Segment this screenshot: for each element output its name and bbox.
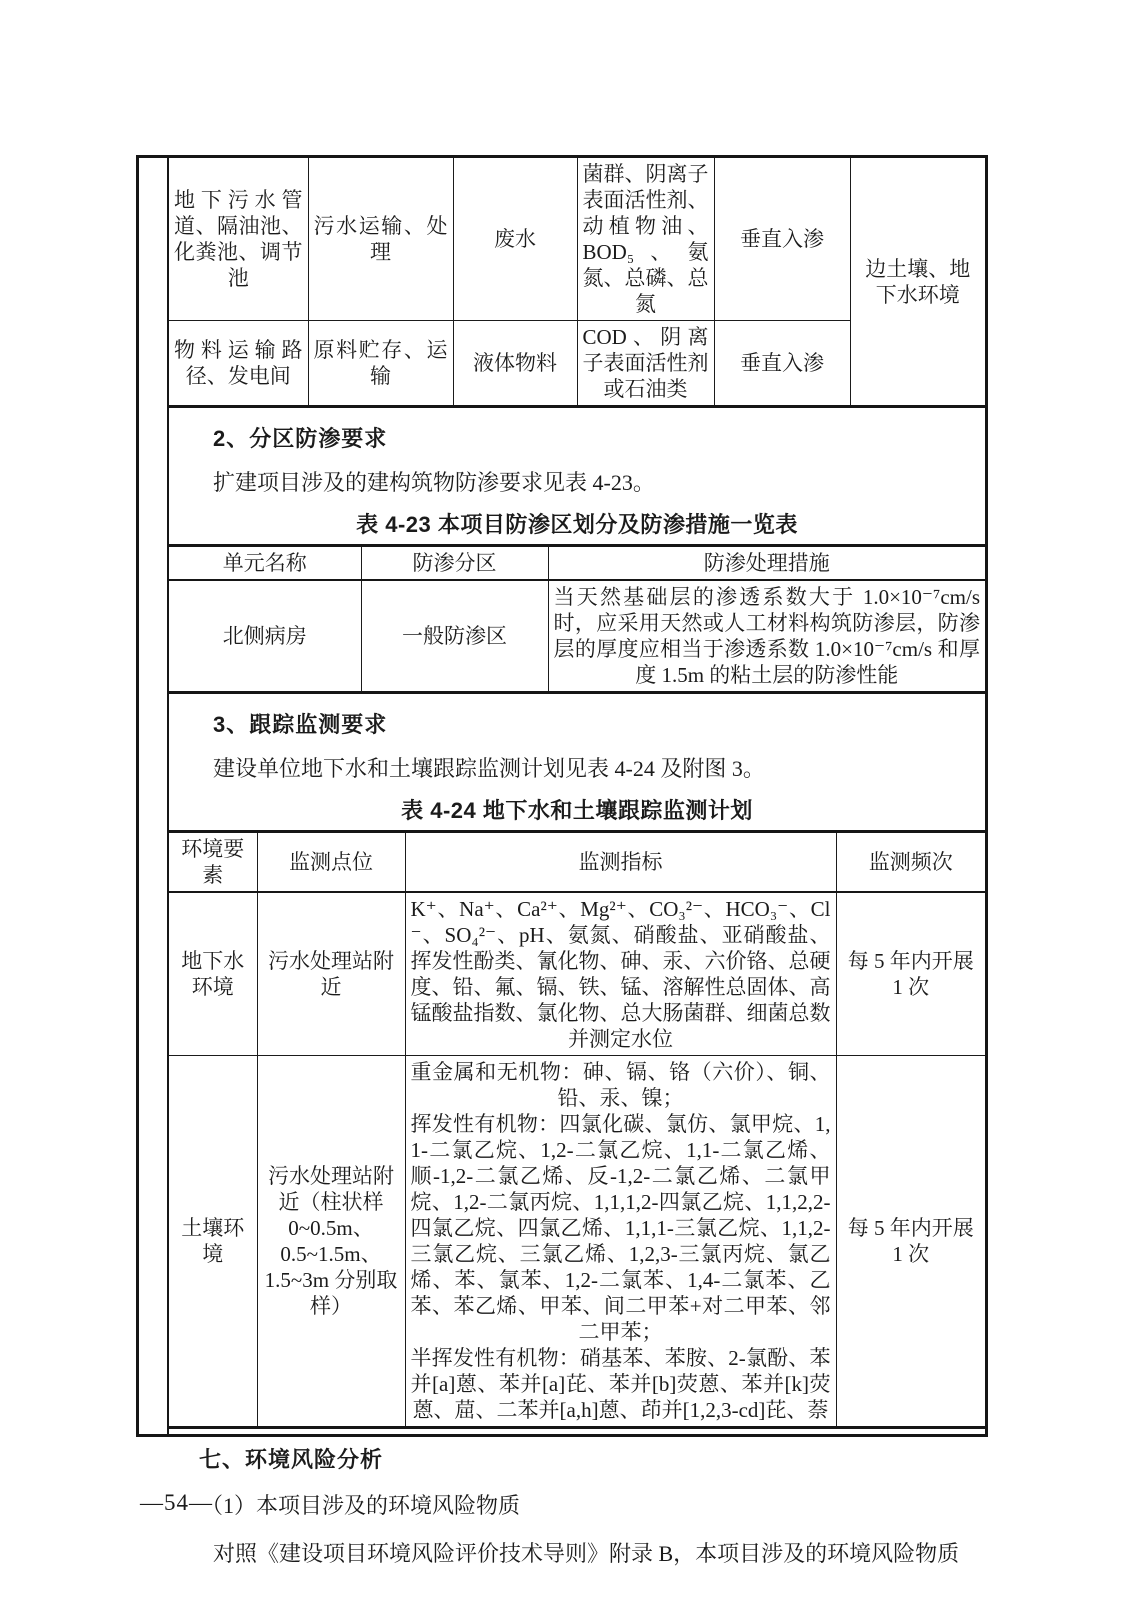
- header-cell: 环境要素: [169, 832, 257, 893]
- frequency-cell: 每 5 年内开展 1 次: [836, 892, 985, 1056]
- section-heading: 2、分区防渗要求: [213, 426, 388, 451]
- frequency-cell: 每 5 年内开展 1 次: [836, 1056, 985, 1428]
- point-cell: 污水处理站附近（柱状样 0~0.5m、0.5~1.5m、1.5~3m 分别取样）: [257, 1056, 405, 1428]
- table-header-row: [169, 832, 985, 893]
- header-cell: 单元名称: [169, 546, 361, 581]
- table-row: [169, 580, 985, 693]
- element-cell: 地下水环境: [169, 892, 257, 1056]
- medium-cell: 液体物料: [453, 321, 577, 407]
- table-row: [169, 1056, 985, 1428]
- process-cell: 污水运输、处理: [308, 158, 453, 321]
- indicator-group: K⁺、Na⁺、Ca²⁺、Mg²⁺、CO₃²⁻、HCO₃⁻、Cl⁻、SO₄²⁻、pH、氨氮、硝酸盐、亚硝酸盐、挥发性酚类、氰化物、砷、汞、六价铬、总硬度、铅、氟、镉、铁、锰、溶解性总固体、高锰酸盐指数、氯化物、总大肠菌群、细菌总数并测定水位: [410, 897, 831, 1051]
- seepage-zoning-table: [169, 544, 985, 694]
- monitoring-section: [169, 694, 985, 830]
- unit-cell: 物料运输路径、发电间: [169, 321, 308, 407]
- section-paragraph: 扩建项目涉及的建构筑物防渗要求见表 4-23。: [213, 470, 655, 495]
- section-paragraph: 建设单位地下水和土壤跟踪监测计划见表 4-24 及附图 3。: [213, 756, 765, 781]
- table-header-row: [169, 546, 985, 581]
- medium-cell: 废水: [453, 158, 577, 321]
- unit-cell: 北侧病房: [169, 580, 361, 693]
- table-title: 表 4-23 本项目防渗区划分及防渗措施一览表: [356, 512, 798, 537]
- indicators-cell: [405, 1056, 836, 1428]
- header-cell: 监测指标: [405, 832, 836, 893]
- section-heading: 七、环境风险分析: [199, 1447, 384, 1472]
- unit-cell: 地下污水管道、隔油池、化粪池、调节池: [169, 158, 308, 321]
- section-paragraph: （1）本项目涉及的环境风险物质: [201, 1493, 521, 1518]
- measures-text: 当天然基础层的渗透系数大于 1.0×10⁻⁷cm/s 时，应采用天然或人工材料构筑防渗层，防渗层的厚度应相当于渗透系数 1.0×10⁻⁷cm/s 和厚度 1.5m 的粘土层的防渗性能: [553, 585, 980, 687]
- factors-cell: 菌群、阴离子表面活性剂、动植物油、BOD₅、氨氮、总磷、总氮: [577, 158, 714, 321]
- pathway-cell: 垂直入渗: [714, 158, 850, 321]
- receptor-cell: 边土壤、地下水环境: [850, 158, 985, 407]
- section-paragraph: 对照《建设项目环境风险评价技术导则》附录 B，本项目涉及的环境风险物质: [213, 1541, 960, 1566]
- pollution-pathway-table: [169, 158, 985, 408]
- point-cell: 污水处理站附近: [257, 892, 405, 1056]
- header-cell: 监测频次: [836, 832, 985, 893]
- risk-section: [169, 1429, 985, 1571]
- section-heading: 3、跟踪监测要求: [213, 712, 388, 737]
- indicator-group-svocs: 半挥发性有机物：硝基苯、苯胺、2-氯酚、苯并[a]蒽、苯并[a]芘、苯并[b]荧蒽、苯并[k]荧蒽、䓛、二苯并[a,h]蒽、茚并[1,2,3-cd]芘、萘: [410, 1346, 831, 1422]
- zone-cell: 一般防渗区: [361, 580, 548, 693]
- header-cell: 防渗分区: [361, 546, 548, 581]
- table-title: 表 4-24 地下水和土壤跟踪监测计划: [401, 798, 753, 823]
- header-cell: 防渗处理措施: [548, 546, 985, 581]
- table-row: [169, 158, 985, 321]
- element-cell: 土壤环境: [169, 1056, 257, 1428]
- table-row: [169, 892, 985, 1056]
- indicator-group-vocs: 挥发性有机物：四氯化碳、氯仿、氯甲烷、1,1-二氯乙烷、1,2-二氯乙烷、1,1-二氯乙烯、顺-1,2-二氯乙烯、反-1,2-二氯乙烯、二氯甲烷、1,2-二氯丙烷、1,1,1,2-四氯乙烷、1,1,2,2-四氯乙烷、四氯乙烯、1,1,1-三氯乙烷、1,1,2-三氯乙烷、三氯乙烯、1,2,3-三氯丙烷、氯乙烯、苯、氯苯、1,2-二氯苯、1,4-二氯苯、乙苯、苯乙烯、甲苯、间二甲苯+对二甲苯、邻二甲苯；: [410, 1112, 831, 1344]
- indicator-group-heavy-metals: 重金属和无机物：砷、镉、铬（六价）、铜、铅、汞、镍；: [410, 1060, 831, 1110]
- left-gutter-column: [139, 158, 169, 1434]
- factors-cell: COD、阴离子表面活性剂或石油类: [577, 321, 714, 407]
- measures-cell: [548, 580, 985, 693]
- pathway-cell: 垂直入渗: [714, 321, 850, 407]
- page-number: —54—: [140, 1490, 213, 1515]
- indicators-cell: [405, 892, 836, 1056]
- tracking-monitoring-table: [169, 830, 985, 1429]
- header-cell: 监测点位: [257, 832, 405, 893]
- process-cell: 原料贮存、运输: [308, 321, 453, 407]
- seepage-section: [169, 408, 985, 544]
